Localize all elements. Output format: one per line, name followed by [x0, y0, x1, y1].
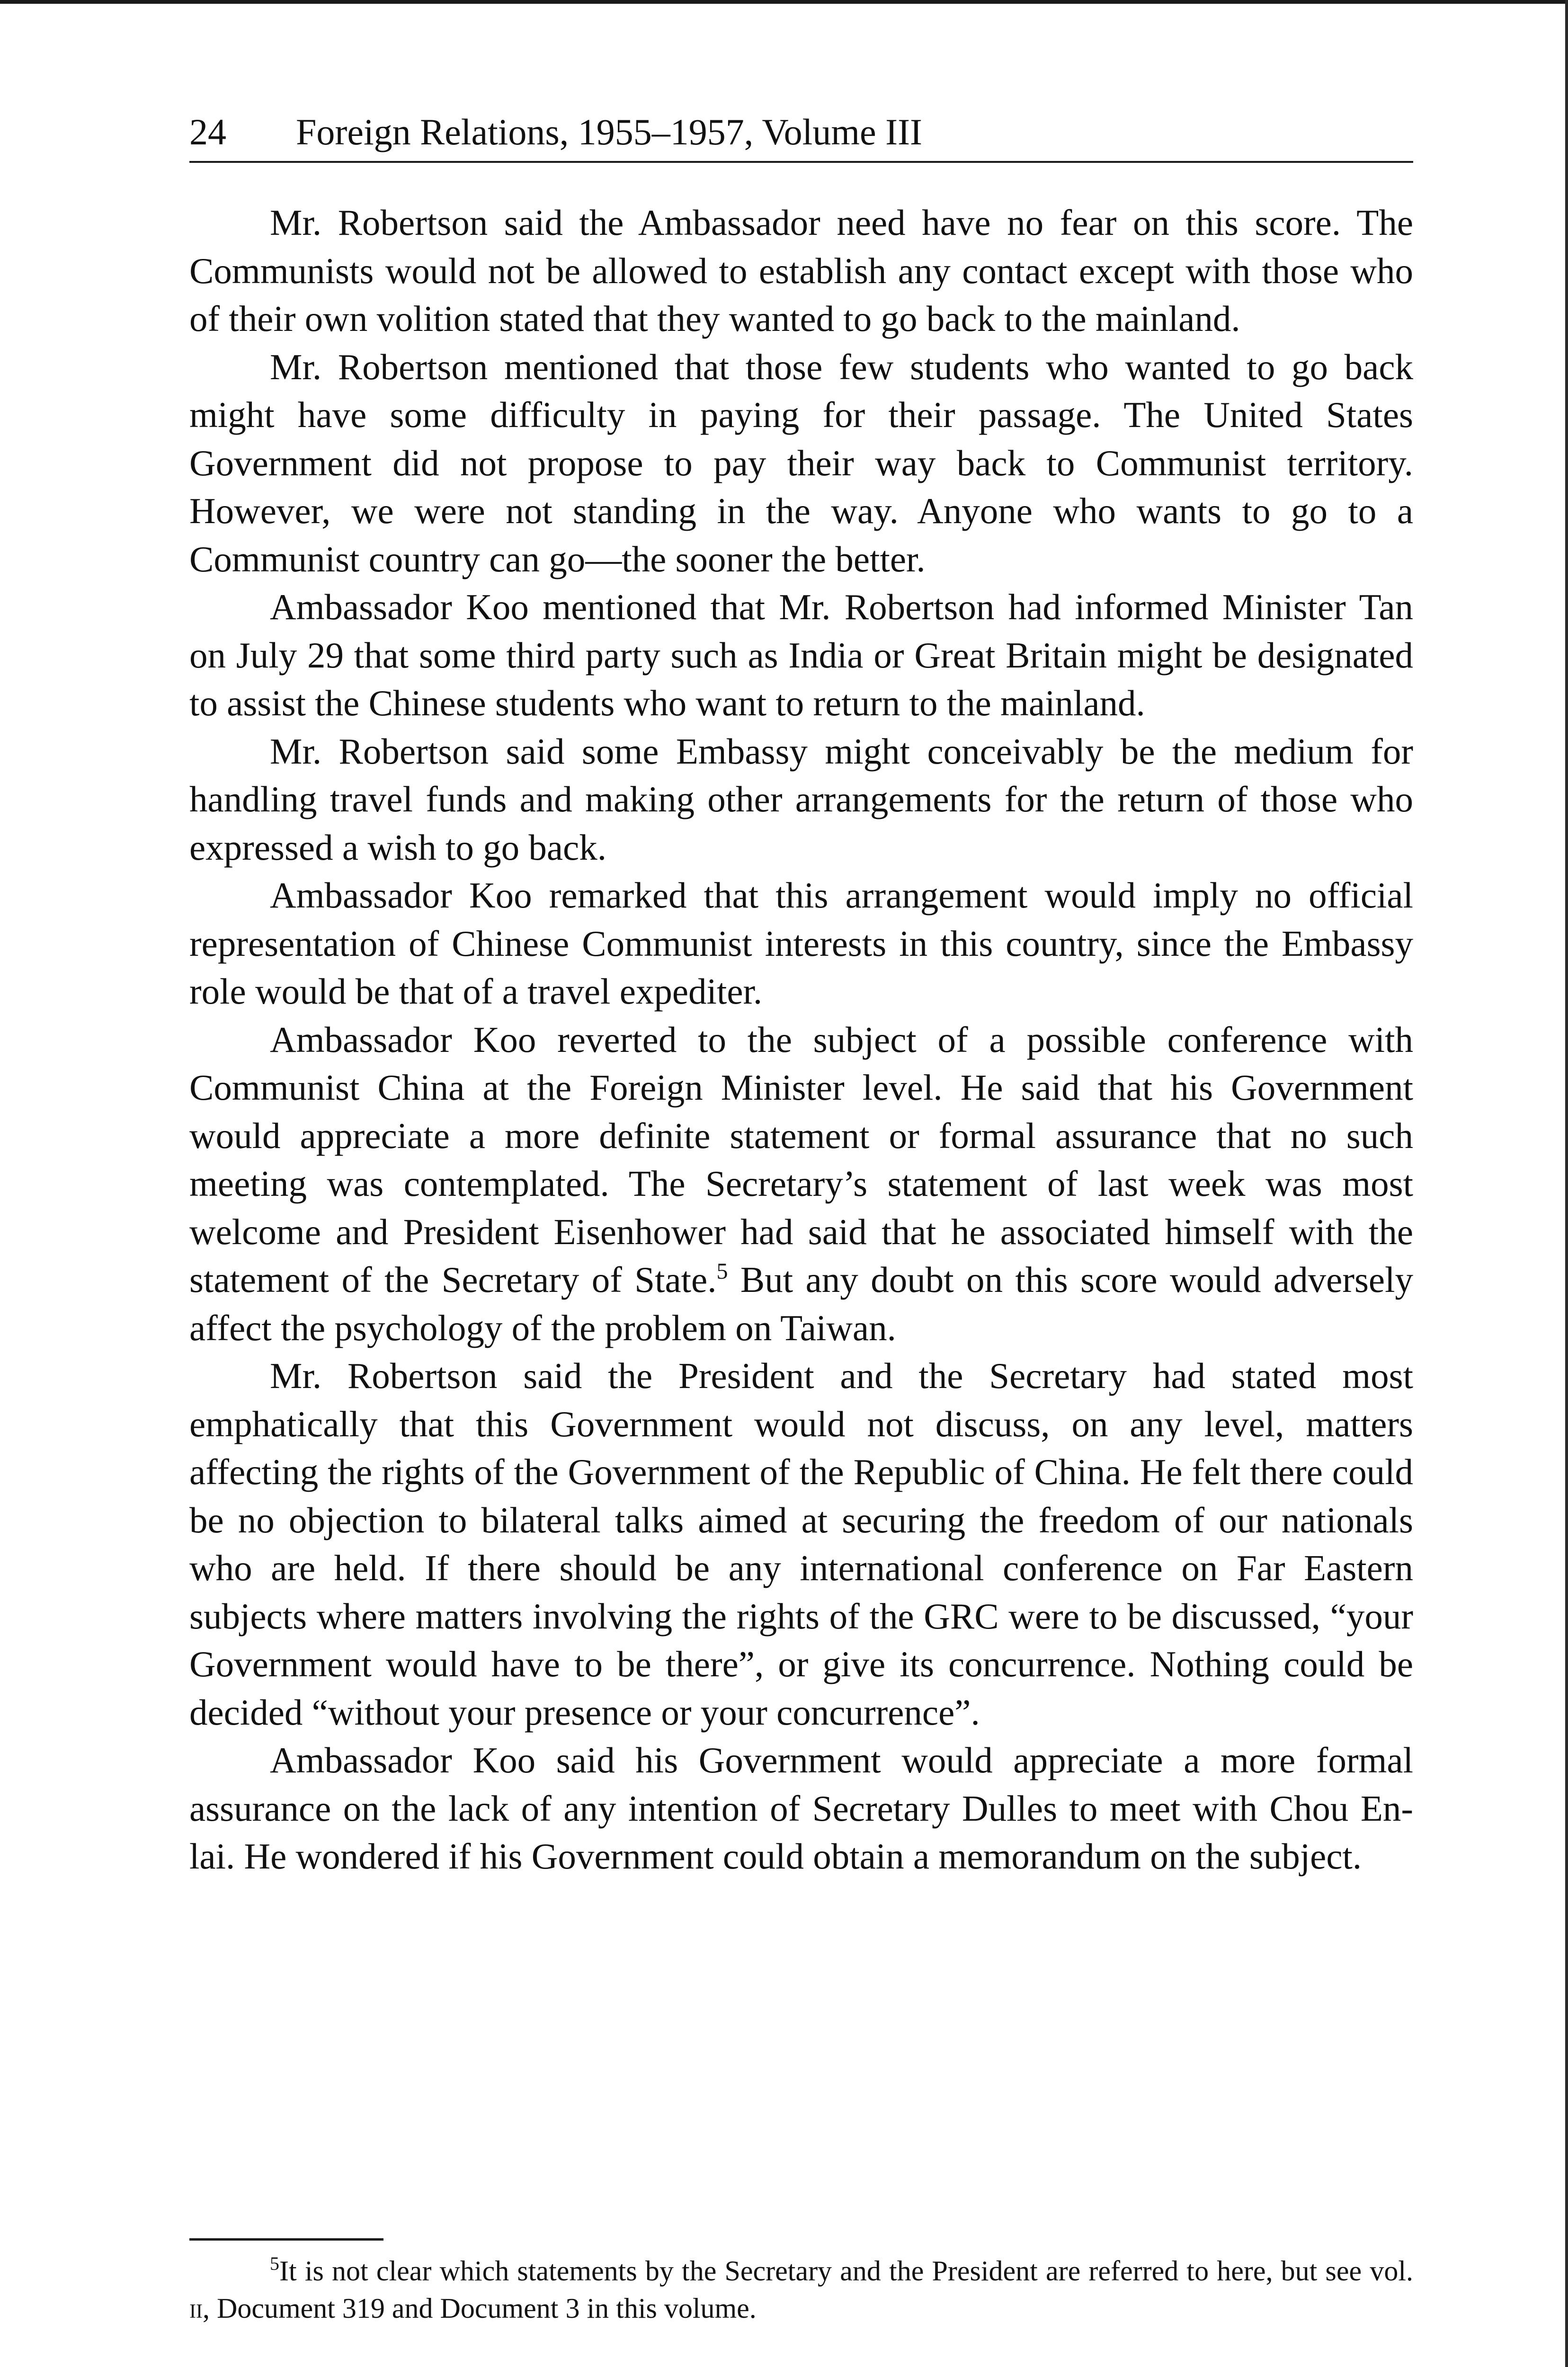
scan-edge-top	[0, 0, 1568, 4]
footnote-reference: 5	[716, 1259, 728, 1284]
footnote-volume: ii	[189, 2293, 203, 2324]
paragraph-with-footnote-ref	[189, 1016, 1413, 1353]
body-text	[189, 199, 1413, 1881]
paragraph: Mr. Robertson said the Ambassador need have no fear on this score. The Communists would not be allowed to establish any contact except with those who of their own volition stated that they wanted to go back to the mainland.	[189, 202, 1413, 339]
paragraph: Mr. Robertson said some Embassy might conceivably be the medium for handling travel funds and making other arrangements for the return of those who expressed a wish to go back.	[189, 730, 1413, 868]
scan-edge-right	[1565, 0, 1568, 2367]
paragraph: Ambassador Koo mentioned that Mr. Robertson had informed Minister Tan on July 29 that some third party such as India or Great Britain might be designated to assist the Chinese students who want to return to the mainland.	[189, 587, 1413, 723]
footnote-text: , Document 319 and Document 3 in this volume.	[202, 2293, 757, 2324]
page-number: 24	[189, 111, 226, 152]
paragraph-text: But any doubt on this score would adversely affect the psychology of the problem on Taiwan.	[189, 1259, 1414, 1348]
paragraph: Mr. Robertson said the President and the Secretary had stated most emphatically that this Government would not discuss, on any level, matters affecting the rights of the Government of the Republic of China. He felt there could be no objection to bilateral talks aimed at securing the freedom of our nationals who are held. If there should be any international conference on Far Eastern subjects where matters involving the rights of the GRC were to be discussed, “your Government would have to be there”, or give its concurrence. Nothing could be decided “without your presence or your concurrence”.	[189, 1355, 1413, 1733]
page-header	[189, 104, 1413, 163]
footnote-number: 5	[270, 2253, 279, 2274]
footnote-text: It is not clear which statements by the Secretary and the President are referred to here, but see vol.	[279, 2255, 1413, 2287]
running-head: Foreign Relations, 1955–1957, Volume III	[296, 111, 923, 152]
paragraph: Mr. Robertson mentioned that those few students who wanted to go back might have some difficulty in paying for their passage. The United States Government did not propose to pay their way back to Communist territory. However, we were not standing in the way. Anyone who wants to go to a Communist country can go—the sooner the better.	[189, 346, 1413, 579]
paragraph: Ambassador Koo remarked that this arrangement would imply no official representation of Chinese Communist interests in this country, since the Embassy role would be that of a travel expediter.	[189, 875, 1413, 1012]
paragraph: Ambassador Koo said his Government would appreciate a more formal assurance on the lack of any intention of Secretary Dulles to meet with Chou En-lai. He wondered if his Government could obtain a memorandum on the subject.	[189, 1740, 1413, 1877]
footnote-divider	[189, 2238, 383, 2241]
footnote	[189, 2252, 1413, 2327]
paragraph-text: Ambassador Koo reverted to the subject of a possible conference with Communist China at the Foreign Minister level. He said that his Government would appreciate a more definite statement or formal assurance that no such meeting was contemplated. The Secretary’s statement of last week was most welcome and President Eisenhower had said that he associated himself with the statement of the Secretary of State.	[189, 1019, 1413, 1300]
